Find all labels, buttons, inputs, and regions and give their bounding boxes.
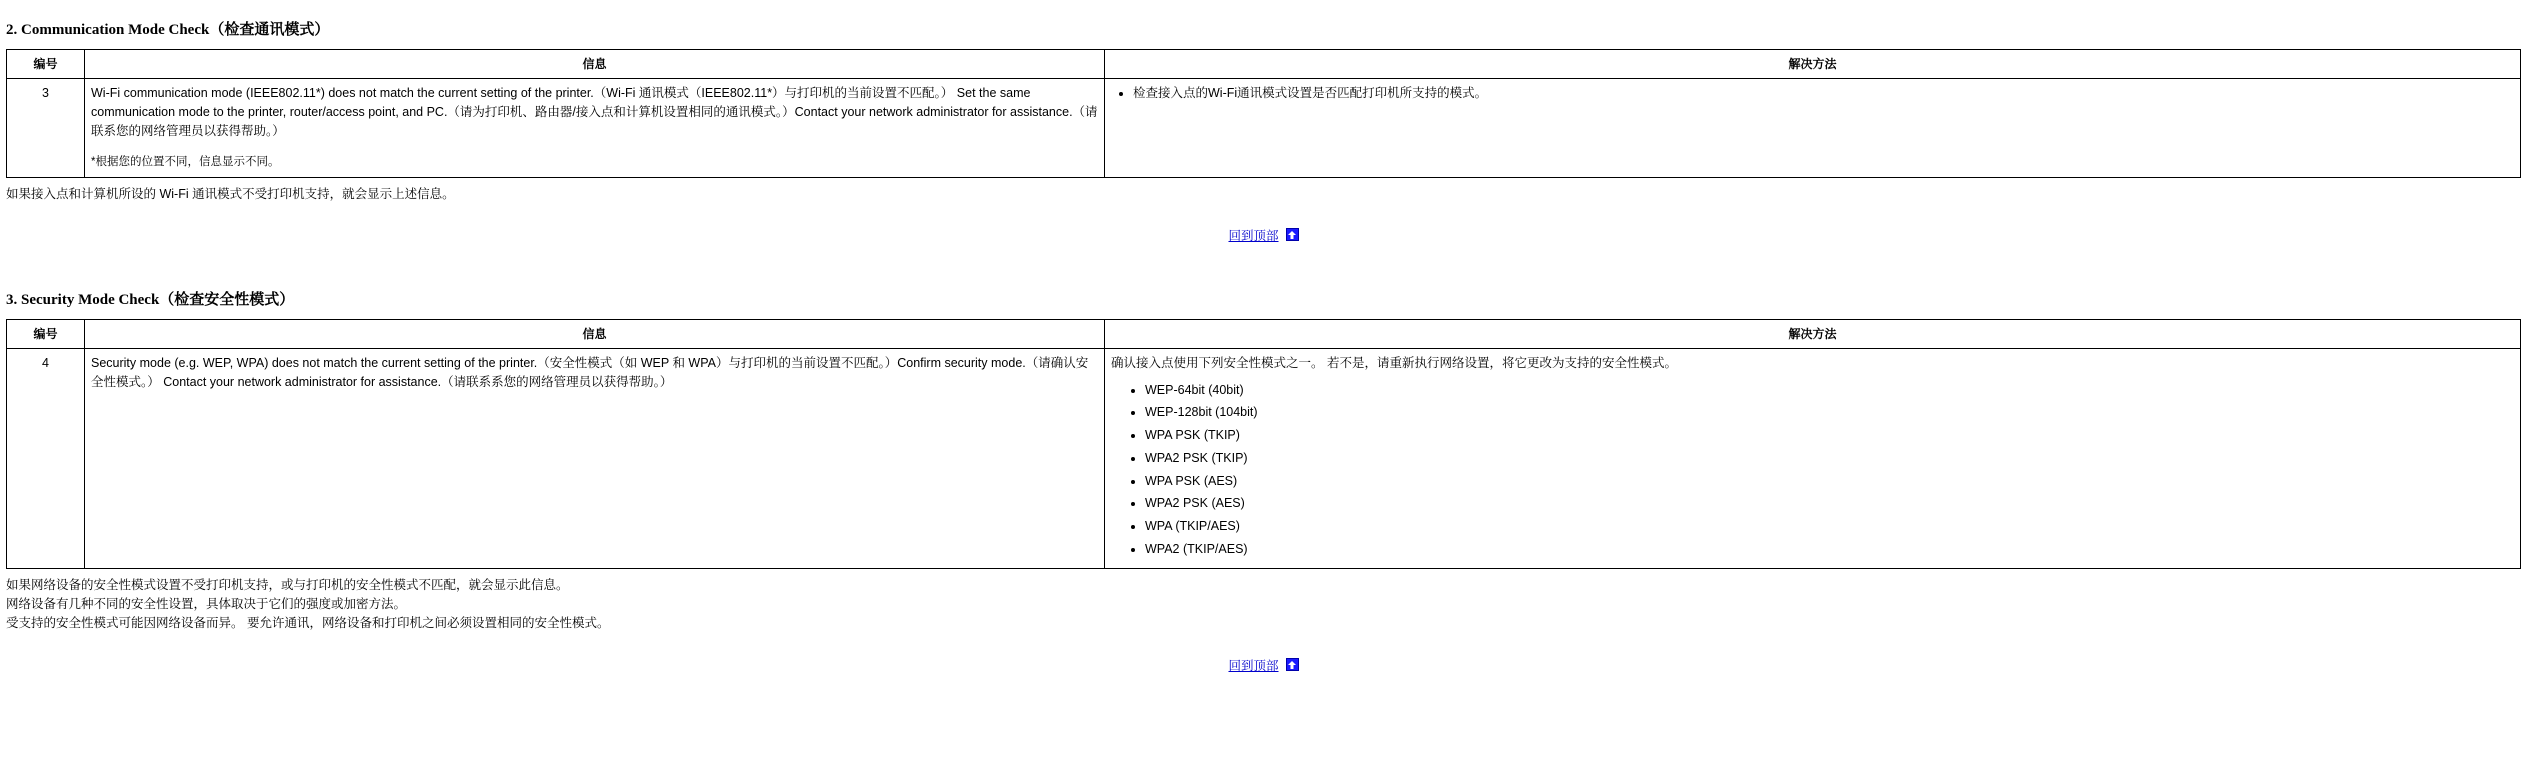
column-header-solution: 解决方法 — [1105, 319, 2521, 348]
list-item: • WPA2 PSK (AES) — [1145, 494, 2514, 513]
list-item: • WPA PSK (TKIP) — [1145, 426, 2514, 445]
back-to-top-icon — [1286, 658, 1299, 671]
list-item: • WPA2 (TKIP/AES) — [1145, 540, 2514, 559]
back-to-top-icon — [1286, 228, 1299, 241]
table-header-row — [7, 50, 2521, 79]
list-item: • WEP-64bit (40bit) — [1145, 381, 2514, 400]
note-line: 如果网络设备的安全性模式设置不受打印机支持，或与打印机的安全性模式不匹配，就会显示此信息。 — [6, 577, 569, 592]
back-to-top-link[interactable] — [1228, 656, 1298, 674]
back-to-top-wrapper-2 — [6, 656, 2521, 674]
solution-intro: 确认接入点使用下列安全性模式之一。 若不是，请重新执行网络设置，将它更改为支持的安全性模式。 — [1111, 355, 1677, 370]
table-row — [7, 348, 2521, 568]
section-communication-mode-check — [6, 18, 2521, 244]
column-header-message: 信息 — [85, 50, 1105, 79]
row-message — [85, 79, 1105, 178]
row-solution — [1105, 348, 2521, 568]
note-line: 网络设备有几种不同的安全性设置，具体取决于它们的强度或加密方法。 — [6, 597, 407, 611]
back-to-top-wrapper-1 — [6, 226, 2521, 244]
list-item: • WPA PSK (AES) — [1145, 472, 2514, 491]
back-to-top-link[interactable] — [1228, 226, 1298, 244]
section-security-mode-check — [6, 288, 2521, 674]
solution-list — [1111, 84, 2514, 103]
section-note-communication — [6, 185, 2521, 204]
column-header-no: 编号 — [7, 50, 85, 79]
row-number: 3 — [7, 79, 85, 178]
message-footnote: *根据您的位置不同，信息显示不同。 — [91, 156, 280, 169]
row-message — [85, 348, 1105, 568]
security-mode-list — [1111, 381, 2514, 559]
column-header-message: 信息 — [85, 319, 1105, 348]
page-title: 2. Communication Mode Check（检查通讯模式） — [6, 22, 330, 38]
security-mode-table — [6, 319, 2521, 569]
section-spacer — [6, 244, 2521, 270]
message-text: Wi-Fi communication mode (IEEE802.11*) does not match the current setting of the printer.（Wi-Fi 通讯模式（IEEE802.11*）与打印机的当前设置不匹配。） Set the same communication mode to the printer, router/access point, and PC.（请为打印机、路由器/接入点和计算机设置相同的通讯模式。）Contact your network administrator for assistance.（请联系您的网络管理员以获得帮助。） — [91, 86, 1098, 138]
note-line: 如果接入点和计算机所设的 Wi-Fi 通讯模式不受打印机支持，就会显示上述信息。 — [6, 186, 455, 201]
page-title-security: 3. Security Mode Check（检查安全性模式） — [6, 291, 295, 308]
section-note-security — [6, 576, 2521, 634]
row-solution — [1105, 79, 2521, 178]
list-item: • WEP-128bit (104bit) — [1145, 403, 2514, 422]
back-to-top-label: 回到顶部 — [1228, 228, 1279, 243]
note-line: 受支持的安全性模式可能因网络设备而异。 要允许通讯，网络设备和打印机之间必须设置相同的安全性模式。 — [6, 616, 610, 631]
column-header-solution: 解决方法 — [1105, 50, 2521, 79]
table-header-row — [7, 319, 2521, 348]
list-item: • WPA2 PSK (TKIP) — [1145, 449, 2514, 468]
row-number: 4 — [7, 348, 85, 568]
list-item: • WPA (TKIP/AES) — [1145, 517, 2514, 536]
list-item: • 检查接入点的Wi-Fi通讯模式设置是否匹配打印机所支持的模式。 — [1133, 84, 2514, 103]
column-header-no: 编号 — [7, 319, 85, 348]
table-row — [7, 79, 2521, 178]
message-text: Security mode (e.g. WEP, WPA) does not match the current setting of the printer.（安全性模式（如 WEP 和 WPA）与打印机的当前设置不匹配。）Confirm security mode.（请确认安全性模式。） Contact your network administrator for assistance.（请联系系您的网络管理员以获得帮助。） — [91, 355, 1089, 389]
back-to-top-label: 回到顶部 — [1228, 658, 1279, 673]
communication-mode-table — [6, 49, 2521, 178]
document-page — [0, 18, 2527, 674]
